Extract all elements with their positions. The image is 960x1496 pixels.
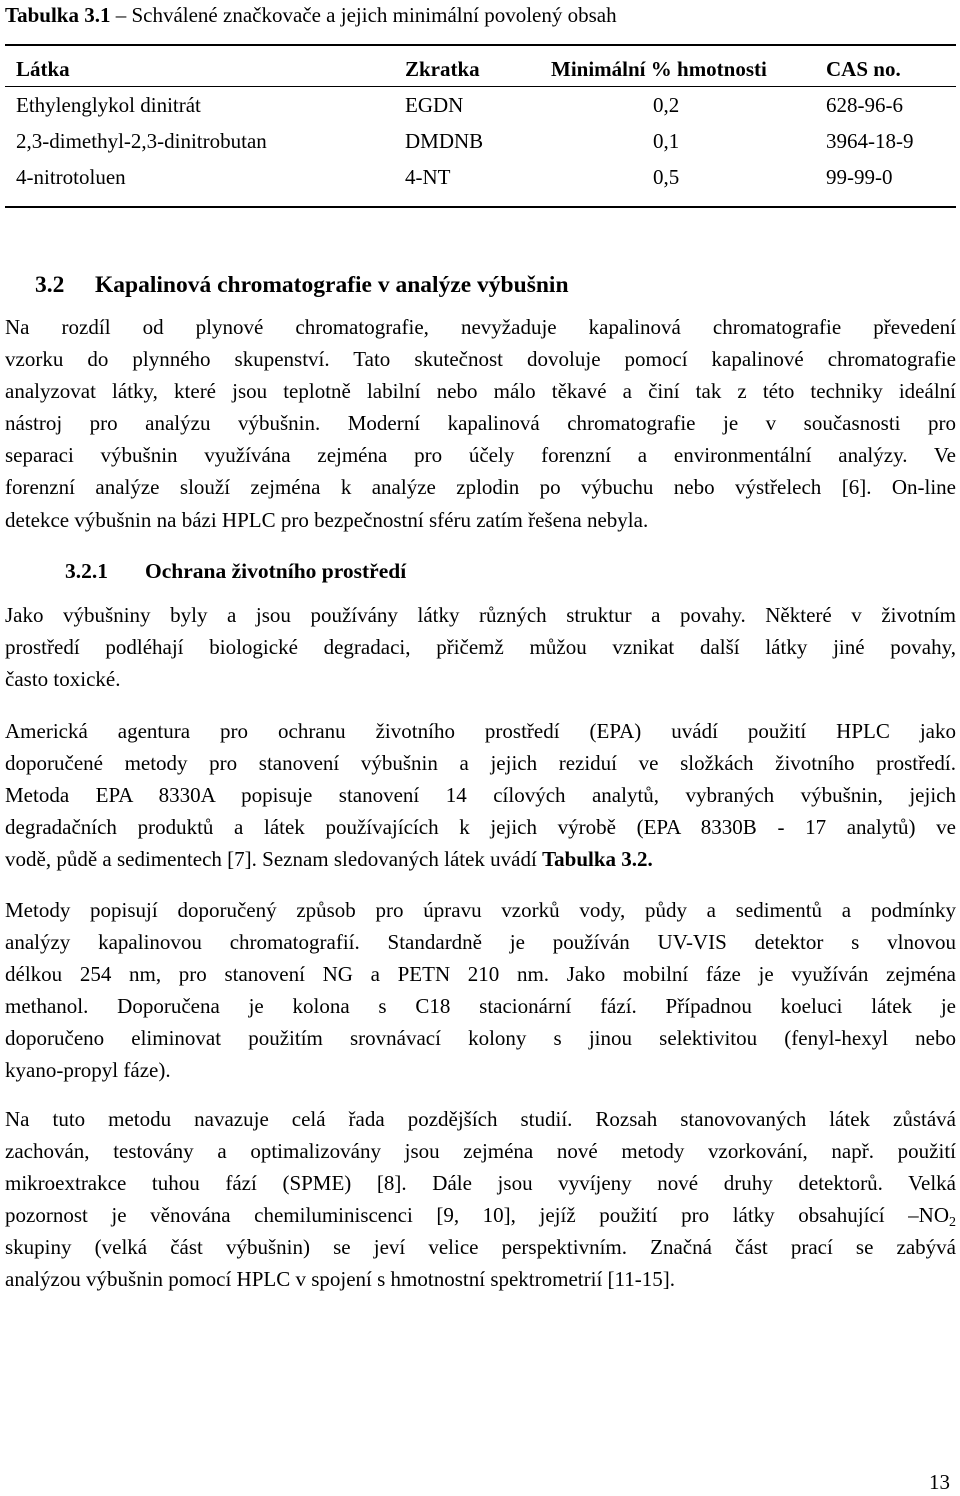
text-line: vzorku do plynného skupenství. Tato skutečnost dovoluje pomocí kapalinové chromatografie bbox=[5, 347, 956, 372]
paragraph-methods bbox=[5, 894, 956, 1087]
text-line: prostředí podléhají biologické degradaci, přičemž můžou vznikat další látky jiné povahy, bbox=[5, 635, 956, 660]
text-line: separaci výbušnin využívána zejména pro účely forenzní a environmentální analýzy. Ve bbox=[5, 443, 956, 468]
section-heading bbox=[35, 270, 569, 300]
text-line: detekce výbušnin na bázi HPLC pro bezpečnostní sféru zatím řešena nebyla. bbox=[5, 507, 649, 532]
table-caption-label: Tabulka 3.1 bbox=[5, 3, 111, 27]
text-line: kyano-propyl fáze). bbox=[5, 1058, 171, 1083]
text-line: Americká agentura pro ochranu životního prostředí (EPA) uvádí použití HPLC jako bbox=[5, 719, 956, 743]
table-cell: 99-99-0 bbox=[826, 165, 893, 189]
text-line: doporučené metody pro stanovení výbušnin a jejich reziduí ve složkách životního prostředí. bbox=[5, 751, 956, 776]
table-cell: Ethylenglykol dinitrát bbox=[16, 93, 201, 117]
text-line: Na tuto metodu navazuje celá řada pozdějších studií. Rozsah stanovovaných látek zůstává bbox=[5, 1107, 956, 1131]
table-cell: 628-96-6 bbox=[826, 93, 903, 117]
text-line: často toxické. bbox=[5, 667, 121, 692]
table-cell: 4-NT bbox=[405, 165, 451, 189]
table-header-cell: Látka bbox=[16, 57, 70, 81]
page-number: 13 bbox=[929, 1470, 950, 1494]
subsection-title: Ochrana životního prostředí bbox=[145, 559, 407, 583]
text-line: methanol. Doporučena je kolona s C18 stacionární fází. Případnou koeluci látek je bbox=[5, 994, 956, 1019]
text-line: mikroextrakce tuhou fází (SPME) [8]. Dále jsou vyvíjeny nové druhy detektorů. Velká bbox=[5, 1171, 956, 1196]
table-cell: 3964-18-9 bbox=[826, 129, 914, 153]
table-cell: 0,5 bbox=[653, 165, 680, 189]
paragraph-studies bbox=[5, 1103, 956, 1296]
section-number: 3.2 bbox=[35, 272, 65, 298]
text-line: skupiny (velká část výbušnin) se jeví velice perspektivním. Značná část prací se zabývá bbox=[5, 1235, 956, 1260]
text-line: analýzy kapalinovou chromatografií. Standardně je používán UV-VIS detektor s vlnovou bbox=[5, 930, 956, 955]
text-line: délkou 254 nm, pro stanovení NG a PETN 210 nm. Jako mobilní fáze je využíván zejména bbox=[5, 962, 956, 987]
text-line: analyzovat látky, které jsou teplotně labilní nebo málo těkavé a činí tak z této techniky ideální bbox=[5, 379, 956, 404]
text-line-content: vodě, půdě a sedimentech [7]. Seznam sledovaných látek uvádí bbox=[5, 847, 543, 872]
text-line: forenzní analýze slouží zejména k analýze zplodin po výbuchu nebo výstřelech [6]. On-line bbox=[5, 475, 956, 500]
text-line: doporučeno eliminovat použitím srovnávací kolony s jinou selektivitou (fenyl-hexyl nebo bbox=[5, 1026, 956, 1051]
section-title: Kapalinová chromatografie v analýze výbušnin bbox=[95, 272, 569, 298]
table-reference-link[interactable]: Tabulka 3.2. bbox=[542, 847, 653, 872]
text-line: Metoda EPA 8330A popisuje stanovení 14 cílových analytů, vybraných výbušnin, jejich bbox=[5, 783, 956, 808]
subsection-heading bbox=[65, 557, 406, 585]
table-caption-text: Schválené značkovače a jejich minimální povolený obsah bbox=[131, 3, 617, 27]
table-cell: 4-nitrotoluen bbox=[16, 165, 126, 189]
table-header-cell: CAS no. bbox=[826, 57, 901, 81]
text-line bbox=[5, 1199, 956, 1231]
subscript: 2 bbox=[949, 1215, 956, 1231]
paragraph-epa bbox=[5, 715, 956, 875]
text-line: Jako výbušniny byly a jsou používány látky různých struktur a povahy. Některé v životním bbox=[5, 603, 956, 627]
table-cell: EGDN bbox=[405, 93, 464, 117]
table-header-cell: Zkratka bbox=[405, 57, 480, 81]
markers-table bbox=[5, 44, 956, 208]
table-caption-dash: – bbox=[110, 3, 132, 27]
text-line bbox=[5, 843, 956, 875]
text-line: zachován, testovány a optimalizovány jsou zejména nové metody vzorkování, např. použití bbox=[5, 1139, 956, 1164]
text-line: nástroj pro analýzu výbušnin. Moderní kapalinová chromatografie je v současnosti pro bbox=[5, 411, 956, 436]
paragraph-environment bbox=[5, 599, 956, 695]
table-cell: 2,3-dimethyl-2,3-dinitrobutan bbox=[16, 129, 267, 153]
text-line-content: pozornost je věnována chemiluminiscenci [9, 10], jejíž použití pro látky obsahující –NO bbox=[5, 1203, 949, 1228]
text-line: degradačních produktů a látek používajících k jejich výrobě (EPA 8330B - 17 analytů) ve bbox=[5, 815, 956, 840]
table-caption bbox=[5, 2, 617, 28]
paragraph-intro bbox=[5, 311, 956, 536]
subsection-number: 3.2.1 bbox=[65, 559, 108, 583]
table-cell: 0,1 bbox=[653, 129, 680, 153]
text-line: Metody popisují doporučený způsob pro úpravu vzorků vody, půdy a sedimentů a podmínky bbox=[5, 898, 956, 922]
table-cell: DMDNB bbox=[405, 129, 484, 153]
table-header-divider bbox=[5, 86, 956, 87]
table-header-cell: Minimální % hmotnosti bbox=[551, 57, 767, 81]
text-line: Na rozdíl od plynové chromatografie, nevyžaduje kapalinová chromatografie převedení bbox=[5, 315, 956, 339]
text-line: analýzou výbušnin pomocí HPLC v spojení s hmotnostní spektrometrií [11-15]. bbox=[5, 1267, 675, 1292]
table-cell: 0,2 bbox=[653, 93, 680, 117]
